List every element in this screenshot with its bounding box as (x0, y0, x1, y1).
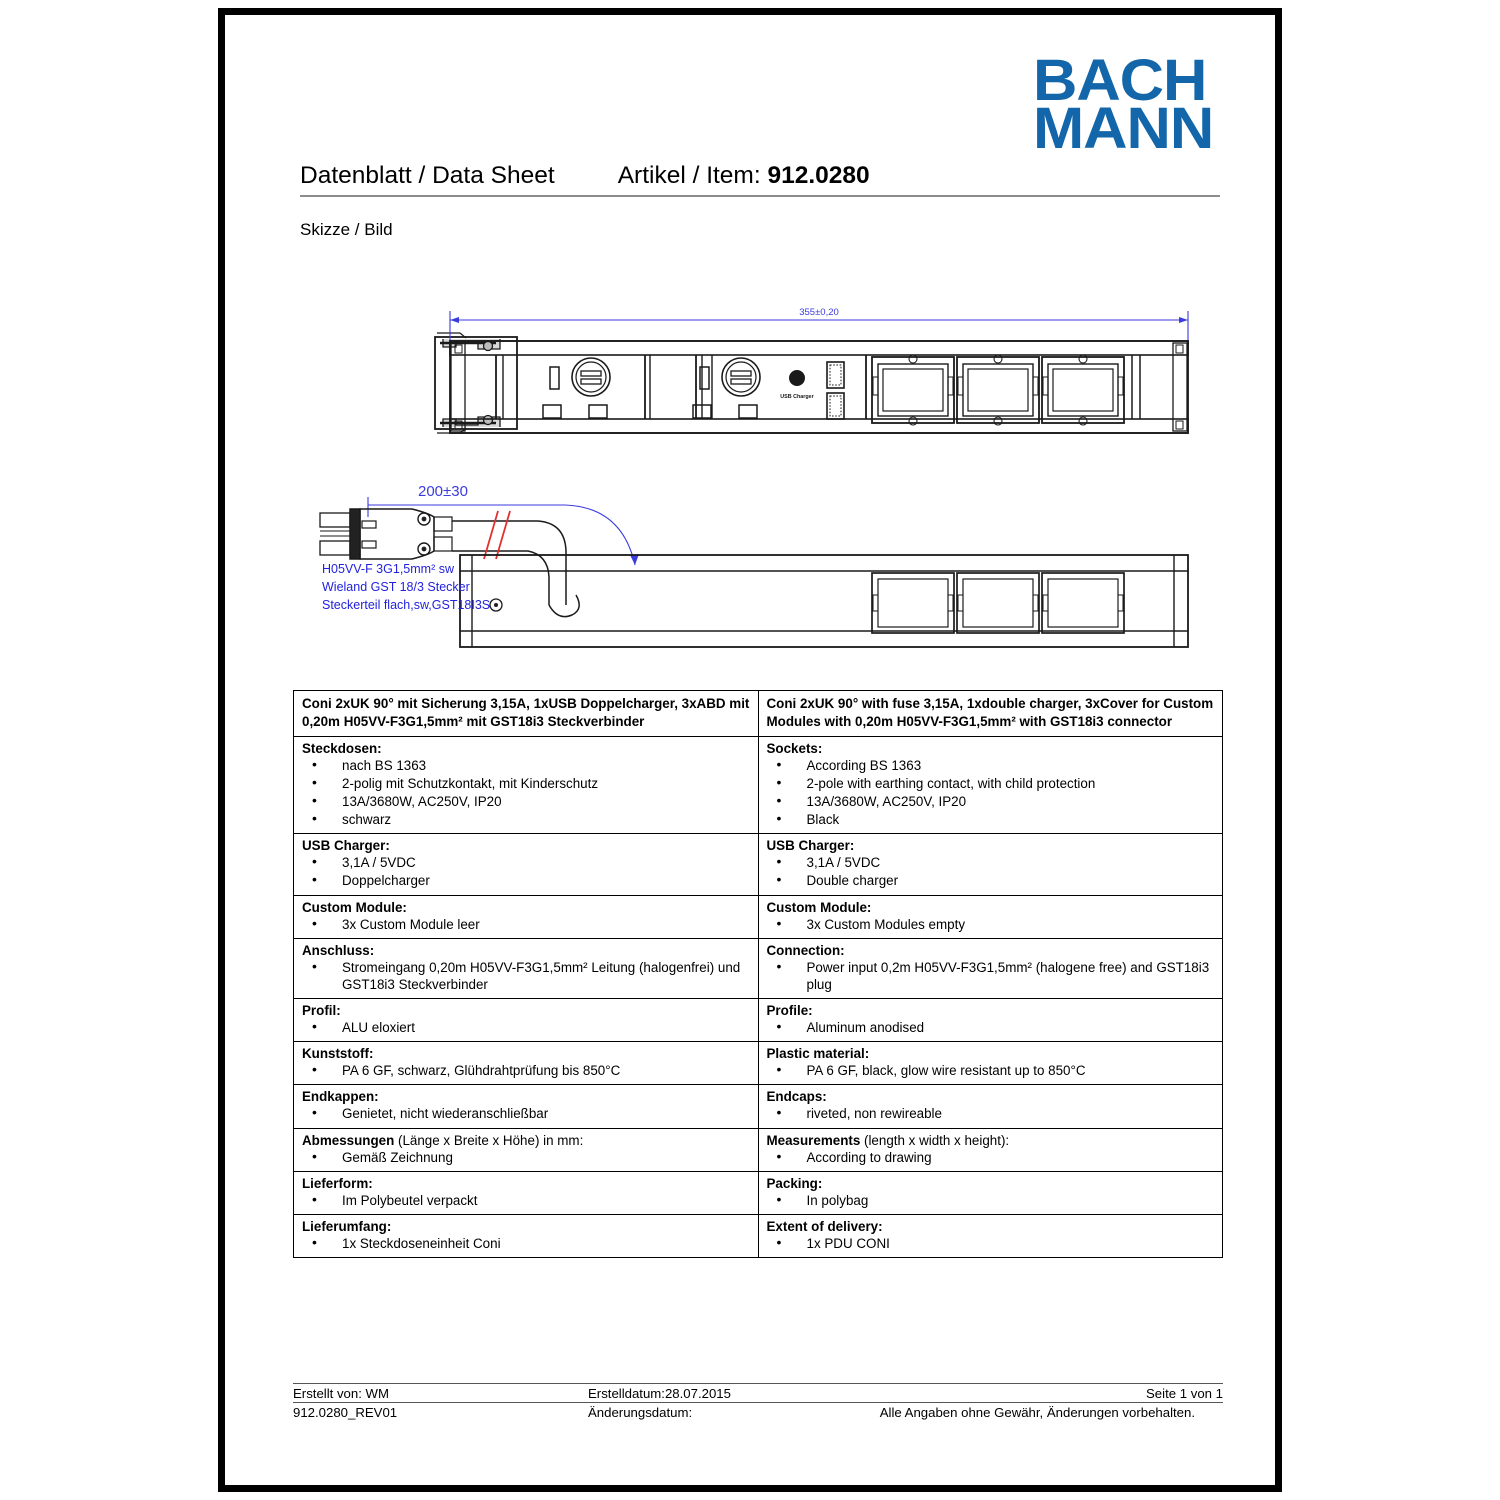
list-item: • 2-polig mit Schutzkontakt, mit Kinderschutz (302, 775, 750, 792)
technical-drawing (300, 265, 1220, 655)
table-cell-de (294, 1171, 759, 1214)
profile-cross-section (435, 333, 517, 433)
list-item: • 1x Steckdoseneinheit Coni (302, 1235, 750, 1252)
list-item: • In polybag (767, 1192, 1215, 1209)
footer-row-2 (293, 1403, 1223, 1421)
list-item: • Stromeingang 0,20m H05VV-F3G1,5mm² Leitung (halogenfrei) und GST18i3 Steckverbinder (302, 959, 750, 993)
footer-created-by: Erstellt von: WM (293, 1386, 389, 1401)
spec-list (302, 916, 750, 933)
list-item: • Im Polybeutel verpackt (302, 1192, 750, 1209)
list-item: • According BS 1363 (767, 757, 1215, 774)
cable-annotation-3: Steckerteil flach,sw,GST18I3S (322, 598, 491, 612)
spec-list (302, 1105, 750, 1122)
category-title: Profile: (766, 1003, 813, 1019)
table-row (294, 1171, 1223, 1214)
spec-list (302, 959, 750, 993)
table-cell-en (758, 736, 1223, 834)
category-title: Custom Module: (766, 899, 872, 915)
category-title: Endkappen: (302, 1089, 379, 1105)
spec-list (302, 1192, 750, 1209)
spec-list (767, 1105, 1215, 1122)
uk-socket-2 (693, 358, 760, 418)
spec-list (767, 757, 1215, 829)
list-item: • 13A/3680W, AC250V, IP20 (767, 793, 1215, 810)
footer-row-1 (293, 1384, 1223, 1402)
category-title: Abmessungen (Länge x Breite x Höhe) in mm: (302, 1132, 584, 1148)
category-title: Steckdosen: (302, 740, 382, 756)
category-title-suffix: (length x width x height): (860, 1132, 1010, 1148)
section-sketch-label: Skizze / Bild (300, 220, 393, 239)
spec-list (767, 1192, 1215, 1209)
pdu-top-view (450, 341, 1188, 433)
list-item: • 3,1A / 5VDC (767, 854, 1215, 871)
table-row (294, 1085, 1223, 1128)
spec-list (767, 916, 1215, 933)
header-cell-de: Coni 2xUK 90° mit Sicherung 3,15A, 1xUSB Doppelcharger, 3xABD mit 0,20m H05VV-F3G1,5mm² mit GST18i3 Steckverbinder (294, 691, 759, 737)
spec-list (302, 1149, 750, 1166)
bachmann-logo (1033, 48, 1214, 161)
datasheet-page (225, 15, 1275, 1485)
table-cell-en (758, 1085, 1223, 1128)
table-cell-en (758, 999, 1223, 1042)
table-row (294, 1042, 1223, 1085)
category-title: Connection: (766, 942, 845, 958)
category-title: Extent of delivery: (766, 1218, 883, 1234)
table-row (294, 999, 1223, 1042)
list-item: • Gemäß Zeichnung (302, 1149, 750, 1166)
table-cell-en (758, 1171, 1223, 1214)
category-title: Profil: (302, 1003, 341, 1019)
category-title: Sockets: (766, 740, 823, 756)
category-title: Endcaps: (766, 1089, 827, 1105)
table-row (294, 1128, 1223, 1171)
cable-annotation-2: Wieland GST 18/3 Stecker (322, 580, 470, 594)
side-custom-module-2 (957, 573, 1039, 633)
gst18i3-connector (320, 509, 452, 559)
table-cell-en (758, 1128, 1223, 1171)
category-title: Anschluss: (302, 942, 375, 958)
spec-list (302, 1062, 750, 1079)
table-cell-en (758, 1214, 1223, 1257)
list-item: • 2-pole with earthing contact, with child protection (767, 775, 1215, 792)
spec-list (302, 854, 750, 889)
list-item: • ALU eloxiert (302, 1019, 750, 1036)
title-datasheet: Datenblatt / Data Sheet (300, 162, 555, 189)
list-item: • PA 6 GF, schwarz, Glühdrahtprüfung bis 850°C (302, 1062, 750, 1079)
footer-disclaimer: Alle Angaben ohne Gewähr, Änderungen vorbehalten. (879, 1405, 1195, 1420)
list-item: • 3x Custom Modules empty (767, 916, 1215, 933)
page-footer (293, 1383, 1223, 1421)
category-title: USB Charger: (766, 838, 855, 854)
list-item: • 1x PDU CONI (767, 1235, 1215, 1252)
table-cell-de (294, 1214, 759, 1257)
title-item (618, 162, 870, 190)
category-title: Lieferumfang: (302, 1218, 392, 1234)
category-title: USB Charger: (302, 838, 390, 854)
footer-change-date: Änderungsdatum: (588, 1405, 693, 1420)
category-title: Kunststoff: (302, 1046, 374, 1062)
usb-charger-label: USB Charger (780, 394, 814, 400)
dimension-length-label: 355±0,20 (799, 307, 839, 318)
item-label: Artikel / Item: (617, 162, 761, 189)
custom-module-2 (957, 355, 1039, 425)
drawing-svg (300, 265, 1220, 655)
footer-page-number: Seite 1 von 1 (1146, 1386, 1223, 1401)
list-item: • Double charger (767, 872, 1215, 889)
table-cell-en (758, 895, 1223, 938)
spec-list (302, 1019, 750, 1036)
spec-list (767, 1149, 1215, 1166)
list-item: • Power input 0,2m H05VV-F3G1,5mm² (halogene free) and GST18i3 plug (767, 959, 1215, 993)
header-cell-en: Coni 2xUK 90° with fuse 3,15A, 1xdouble charger, 3xCover for Custom Modules with 0,20m H05VV-F3G1,5mm² with GST18i3 connector (758, 691, 1223, 737)
list-item: • According to drawing (767, 1149, 1215, 1166)
logo-line-1: BACH (1033, 48, 1207, 113)
category-title: Lieferform: (302, 1175, 373, 1191)
table-cell-de (294, 1042, 759, 1085)
list-item: • Doppelcharger (302, 872, 750, 889)
table-cell-de (294, 1128, 759, 1171)
specification-table (293, 690, 1223, 1258)
table-cell-de (294, 736, 759, 834)
table-header-row (294, 691, 1223, 737)
table-row (294, 1214, 1223, 1257)
table-cell-en (758, 938, 1223, 998)
custom-module-1 (872, 355, 954, 425)
table-row (294, 736, 1223, 834)
spec-list (767, 1062, 1215, 1079)
list-item: • riveted, non rewireable (767, 1105, 1215, 1122)
spec-list (767, 1019, 1215, 1036)
table-row (294, 938, 1223, 998)
category-title-suffix: (Länge x Breite x Höhe) in mm: (394, 1132, 584, 1148)
spec-list (767, 854, 1215, 889)
table-cell-de (294, 895, 759, 938)
dimension-cable-label: 200±30 (418, 483, 468, 500)
custom-module-3 (1042, 355, 1124, 425)
category-title: Plastic material: (766, 1046, 870, 1062)
table-cell-de (294, 1085, 759, 1128)
category-title: Custom Module: (302, 899, 407, 915)
spec-list (302, 1235, 750, 1252)
list-item: • Genietet, nicht wiederanschließbar (302, 1105, 750, 1122)
category-title: Measurements (length x width x height): (766, 1132, 1010, 1148)
list-item: • nach BS 1363 (302, 757, 750, 774)
table-cell-de (294, 999, 759, 1042)
spec-list (767, 959, 1215, 993)
category-title: Packing: (766, 1175, 823, 1191)
table-cell-de (294, 938, 759, 998)
list-item: • Black (767, 811, 1215, 828)
list-item: • schwarz (302, 811, 750, 828)
list-item: • Aluminum anodised (767, 1019, 1215, 1036)
logo-line-2: MANN (1033, 95, 1214, 161)
spec-list (767, 1235, 1215, 1252)
list-item: • 3x Custom Module leer (302, 916, 750, 933)
item-number: 912.0280 (767, 162, 870, 189)
spec-list (302, 757, 750, 829)
table-cell-de (294, 834, 759, 895)
cable-annotation-1: H05VV-F 3G1,5mm² sw (322, 562, 454, 576)
table-row (294, 895, 1223, 938)
page-frame (218, 8, 1282, 1492)
uk-socket-1 (543, 358, 610, 418)
table-cell-en (758, 834, 1223, 895)
side-custom-module-1 (872, 573, 954, 633)
table-cell-en (758, 1042, 1223, 1085)
side-custom-module-3 (1042, 573, 1124, 633)
table-row (294, 834, 1223, 895)
list-item: • 13A/3680W, AC250V, IP20 (302, 793, 750, 810)
page-title (300, 162, 1220, 197)
list-item: • PA 6 GF, black, glow wire resistant up to 850°C (767, 1062, 1215, 1079)
spec-table-body (294, 691, 1223, 1258)
usb-charger-module (789, 362, 844, 419)
footer-created-date: Erstelldatum:28.07.2015 (588, 1386, 731, 1401)
list-item: • 3,1A / 5VDC (302, 854, 750, 871)
footer-doc-revision: 912.0280_REV01 (293, 1405, 398, 1420)
